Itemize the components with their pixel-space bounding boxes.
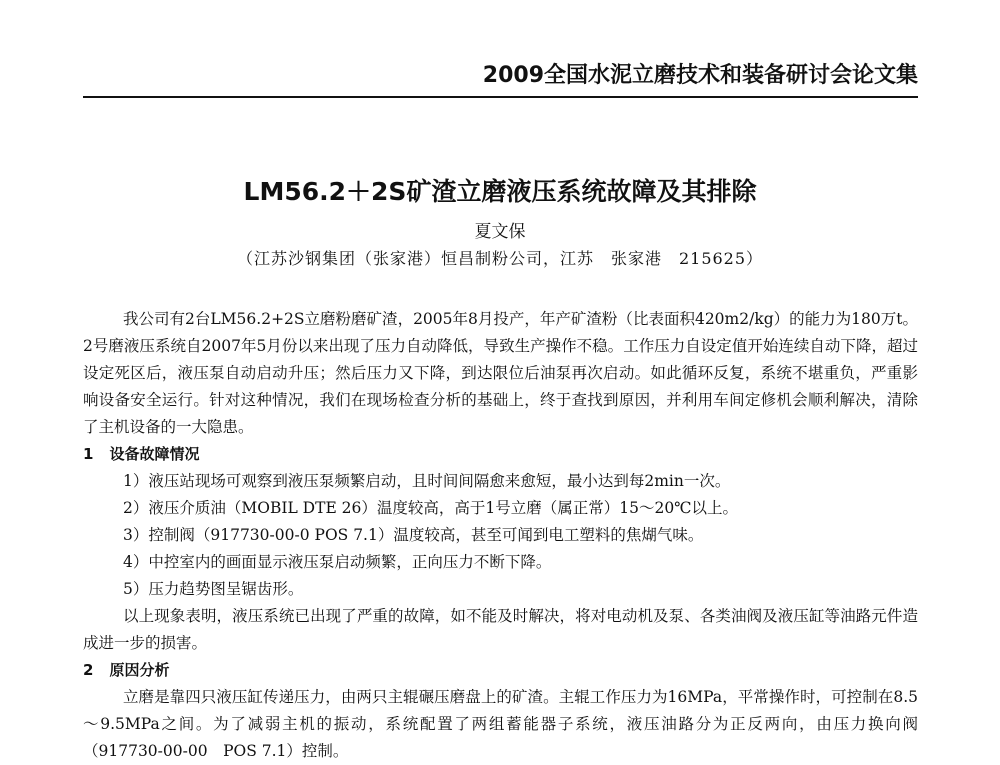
intro-paragraph: 我公司有2台LM56.2+2S立磨粉磨矿渣，2005年8月投产，年产矿渣粉（比表面积420m2/kg）的能力为180万t。2号磨液压系统自2007年5月份以来出现了压力自动降低，导致生产操作不稳。工作压力自设定值开始连续自动下降，超过设定死区后，液压泵自动启动升压；然后压力又下降，到达限位后油泵再次启动。如此循环反复，系统不堪重负，严重影响设备安全运行。针对这种情况，我们在现场检查分析的基础上，终于查找到原因，并利用车间定修机会顺利解决，清除了主机设备的一大隐患。 — [83, 310, 918, 436]
list-item: 5）压力趋势图呈锯齿形。 — [123, 580, 304, 598]
header-rule — [83, 96, 918, 98]
running-header: 2009全国水泥立磨技术和装备研讨会论文集 — [482, 63, 918, 88]
list-item: 3）控制阀（917730-00-0 POS 7.1）温度较高，甚至可闻到电工塑料的焦煳气味。 — [123, 526, 704, 544]
list-item: 1）液压站现场可观察到液压泵频繁启动，且时间间隔愈来愈短，最小达到每2min一次。 — [123, 472, 731, 490]
section-number: 2 — [83, 661, 94, 679]
article-title: LM56.2＋2S矿渣立磨液压系统故障及其排除 — [243, 177, 757, 206]
article-body — [83, 306, 918, 765]
article-author: 夏文保 — [474, 222, 526, 242]
analysis-paragraph: 立磨是靠四只液压缸传递压力，由两只主辊碾压磨盘上的矿渣。主辊工作压力为16MPa，平常操作时，可控制在8.5～9.5MPa之间。为了减弱主机的振动，系统配置了两组蓄能器子系统，液压油路分为正反两向，由压力换向阀（917730-00-00 POS 7.1）控制。 — [83, 688, 918, 760]
conclusion-paragraph: 以上现象表明，液压系统已出现了严重的故障，如不能及时解决，将对电动机及泵、各类油阀及液压缸等油路元件造成进一步的损害。 — [83, 607, 918, 652]
section-number: 1 — [83, 445, 94, 463]
section-heading — [83, 441, 918, 468]
section-heading — [83, 657, 918, 684]
section-title: 设备故障情况 — [109, 445, 200, 463]
section-title: 原因分析 — [109, 661, 170, 679]
list-item: 2）液压介质油（MOBIL DTE 26）温度较高，高于1号立磨（属正常）15～20℃以上。 — [123, 499, 739, 517]
author-affiliation: （江苏沙钢集团（张家港）恒昌制粉公司，江苏 张家港 215625） — [236, 249, 764, 268]
list-item: 4）中控室内的画面显示液压泵启动频繁，正向压力不断下降。 — [123, 553, 552, 571]
